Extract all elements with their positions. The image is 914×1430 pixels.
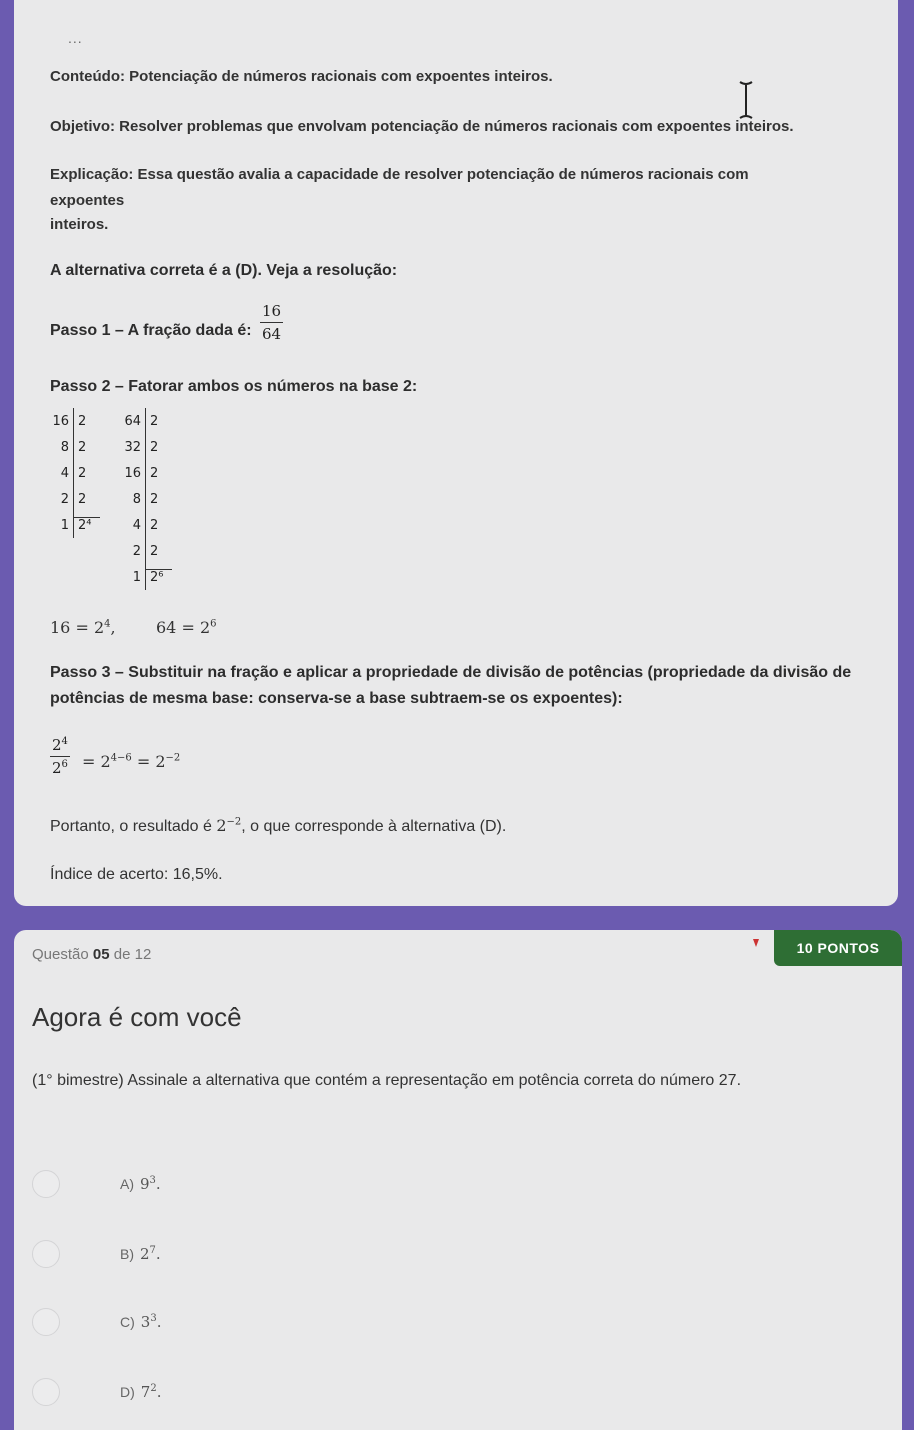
factor64-divisor: 2⁶ [146,569,172,585]
factor64-divisor: 2 [150,491,159,507]
passo3-text-2: potências de mesma base: conserva-se a base subtraem-se os expoentes): [50,690,623,707]
factor64-row [124,408,172,434]
factor64-row [124,512,172,538]
factor64-dividend: 64 [124,408,146,434]
eq-den-base: 2 [52,759,62,777]
portanto-a: Portanto, o resultado é [50,818,212,835]
factor64-divisor: 2 [150,439,159,455]
resolution-card [14,0,898,906]
result-16: $16 = 2^4$, [50,618,116,637]
eq-den-exp: 6 [61,759,68,770]
equation-rest [82,752,180,771]
result-16-exp: 4 [104,618,111,630]
factor64-dividend: 16 [124,460,146,486]
factor16-dividend: 2 [52,486,74,512]
explicacao-text-2: expoentes [50,192,125,209]
option-c[interactable] [32,1292,332,1352]
factor16-divisor: 2 [78,439,87,455]
factor64-divisor: 2 [150,543,159,559]
factor64-row [124,434,172,460]
factor64-dividend: 8 [124,486,146,512]
option-d-label: D) [120,1384,135,1400]
marker-icon [752,938,760,948]
factor16-row [52,486,100,512]
passo2-text: Passo 2 – Fatorar ambos os números na base 2: [50,378,418,395]
result-16-base: 16 = 2 [50,618,105,637]
radio-option-d[interactable] [32,1378,60,1406]
factor16-dividend: 1 [52,512,74,538]
factor16-divisor: 2⁴ [74,517,100,533]
question-title: Agora é com você [32,1002,242,1032]
factor64-dividend: 1 [124,564,146,590]
factor16-dividend: 8 [52,434,74,460]
equation-fraction [50,736,70,777]
option-c-label: C) [120,1314,135,1330]
factor64-dividend: 4 [124,512,146,538]
factor64-row [124,564,172,590]
radio-option-b[interactable] [32,1240,60,1268]
option-d-value: $7^2$. [140,1383,162,1401]
eq-mid: = 2 [82,752,111,771]
eq-num-base: 2 [52,736,62,754]
factorization-64 [124,408,172,590]
factor64-row [124,460,172,486]
factor16-dividend: 16 [52,408,74,434]
question-number: Questão 05 de 12 [32,946,152,963]
result-64 [156,618,217,637]
factor16-row [52,460,100,486]
alternativa-text: A alternativa correta é a (D). Veja a resolução: [50,262,398,279]
factor64-dividend: 32 [124,434,146,460]
passo3-text-1: Passo 3 – Substituir na fração e aplicar a propriedade de divisão de potências (propriedade da divisão de [50,664,852,681]
factor16-dividend: 4 [52,460,74,486]
indice-text: Índice de acerto: 16,5%. [50,866,223,883]
fraction-numerator: 16 [260,302,283,323]
option-d[interactable] [32,1362,332,1422]
portanto-val: $2^{-2}$ [216,816,242,835]
factor16-row [52,408,100,434]
radio-option-a[interactable] [32,1170,60,1198]
question-card [14,930,902,1430]
factor64-dividend: 2 [124,538,146,564]
factorization-16 [52,408,100,538]
option-a-label: A) [120,1176,134,1192]
result-64-exp: 6 [210,618,217,630]
factor64-row [124,486,172,512]
option-b[interactable] [32,1224,332,1284]
fraction-16-64 [260,302,283,343]
option-b-value: $2^7$. [140,1245,161,1263]
factor64-divisor: 2 [150,465,159,481]
eq-mid-exp: 4−6 [110,752,132,764]
factor64-row [124,538,172,564]
factor16-row [52,512,100,538]
portanto-b: , o que corresponde à alternativa (D). [241,818,507,835]
factor16-divisor: 2 [78,413,87,429]
radio-option-c[interactable] [32,1308,60,1336]
factor16-divisor: 2 [78,491,87,507]
factor16-divisor: 2 [78,465,87,481]
dots-text: ... [68,30,83,46]
factor16-row [52,434,100,460]
objetivo-text: Objetivo: Resolver problemas que envolvam potenciação de números racionais com expoentes inteiros. [50,118,794,135]
eq-end-exp: −2 [165,752,181,764]
explicacao-text-1: Explicação: Essa questão avalia a capacidade de resolver potenciação de números racionais com [50,166,749,183]
fraction-denominator: 64 [262,325,282,343]
points-badge: 10 PONTOS [774,930,902,966]
eq-end: = 2 [136,752,166,771]
text-cursor-icon [738,80,754,120]
question-text: (1° bimestre) Assinale a alternativa que contém a representação em potência correta do número 27. [32,1072,742,1089]
conteudo-text: Conteúdo: Potenciação de números racionais com expoentes inteiros. [50,68,553,85]
option-a[interactable] [32,1154,332,1214]
factor64-divisor: 2 [150,413,159,429]
option-a-value: $9^3$. [140,1175,161,1193]
option-c-value: $3^3$. [140,1313,162,1331]
eq-num-exp: 4 [61,736,68,747]
passo1-text: Passo 1 – A fração dada é: [50,322,252,339]
result-64-base: 64 = 2 [156,618,211,637]
portanto-text [50,816,506,836]
factor64-divisor: 2 [150,517,159,533]
explicacao-text-3: inteiros. [50,216,109,233]
option-b-label: B) [120,1246,134,1262]
